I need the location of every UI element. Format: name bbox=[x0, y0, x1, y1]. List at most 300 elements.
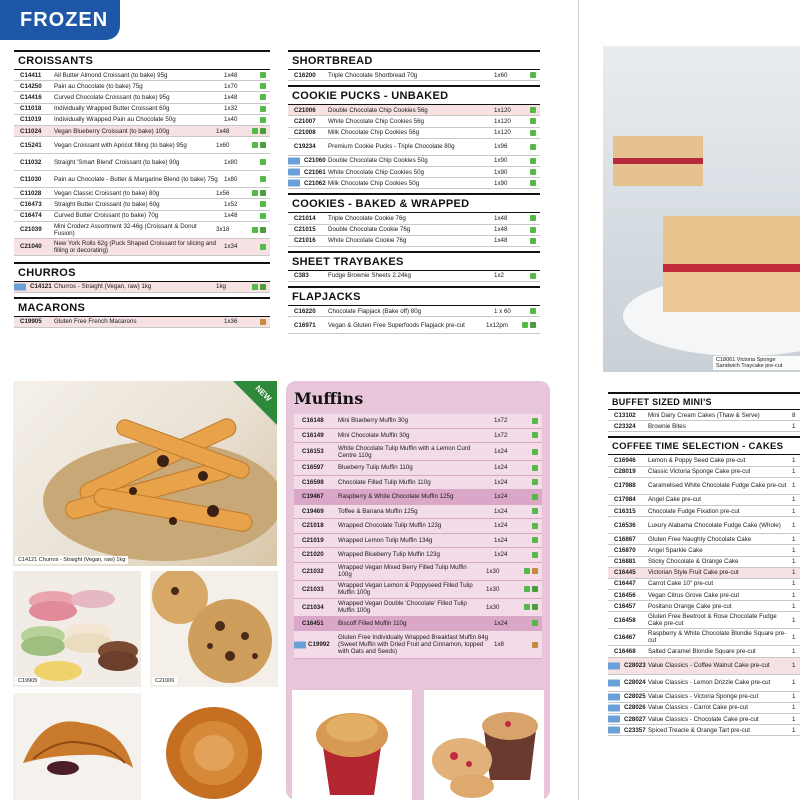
product-row bbox=[294, 599, 542, 617]
pack-size: 1x52 bbox=[224, 200, 238, 208]
dietary-icons bbox=[260, 176, 270, 182]
product-code-text: C11019 bbox=[20, 116, 42, 124]
product-row bbox=[294, 631, 542, 659]
pack-size: 1kg bbox=[216, 283, 226, 291]
vegetarian-icon bbox=[252, 128, 258, 134]
vegetarian-icon bbox=[530, 169, 536, 175]
dietary-icons bbox=[260, 83, 270, 89]
dietary-icons bbox=[524, 568, 542, 574]
product-code-text: C21032 bbox=[302, 567, 324, 575]
product-row bbox=[608, 534, 800, 545]
dietary-icons bbox=[530, 118, 540, 124]
pack-size: 1x34 bbox=[224, 243, 238, 251]
product-description: Value Classics - Lemon Drizzle Cake pre-cut bbox=[648, 679, 771, 687]
product-code bbox=[294, 641, 338, 648]
product-description: Fudge Brownie Sheets 2.24kg bbox=[328, 272, 411, 280]
product-code bbox=[288, 157, 328, 164]
pack-size: 1 bbox=[792, 693, 796, 701]
sheet-traybakes-heading: SHEET TRAYBAKES bbox=[288, 251, 540, 271]
product-description: Wrapped Vegan Lemon & Poppyseed Filled Tulip Muffin 100g bbox=[338, 582, 473, 596]
product-row bbox=[288, 116, 540, 127]
vegetarian-icon bbox=[532, 537, 538, 543]
product-row bbox=[288, 271, 540, 282]
product-code-text: C17988 bbox=[614, 482, 636, 490]
cookie-pucks-table bbox=[288, 105, 540, 189]
product-row bbox=[14, 222, 270, 239]
dietary-icons bbox=[530, 144, 540, 150]
product-code bbox=[608, 617, 648, 624]
cookie-pucks-heading: COOKIE PUCKS - UNBAKED bbox=[288, 85, 540, 105]
dietary-icons bbox=[522, 322, 540, 328]
pack-size: 1x24 bbox=[494, 536, 508, 544]
product-row bbox=[14, 211, 270, 222]
product-description: Curved Butter Croissant (to bake) 70g bbox=[54, 212, 159, 220]
product-code-text: C16597 bbox=[302, 464, 324, 472]
product-description: Victorian Style Fruit Cake pre-cut bbox=[648, 569, 739, 577]
pack-size: 1x30 bbox=[486, 603, 500, 611]
product-code-text: C16946 bbox=[614, 456, 636, 464]
vegetarian-icon bbox=[260, 83, 266, 89]
product-description: Triple Chocolate Cookie 76g bbox=[328, 214, 406, 222]
vegetarian-icon bbox=[532, 418, 538, 424]
product-description: Mini Dairy Cream Cakes (Thaw & Serve) bbox=[648, 411, 760, 419]
product-row bbox=[288, 70, 540, 81]
product-code-text: C383 bbox=[294, 272, 309, 280]
product-code-text: C21060 bbox=[304, 157, 326, 165]
product-description: Pain au Chocolate - Butter & Margarine Blend (to bake) 75g bbox=[54, 175, 218, 183]
dietary-icons bbox=[532, 465, 542, 471]
product-row bbox=[608, 579, 800, 590]
product-code-text: C14411 bbox=[20, 71, 42, 79]
vegetarian-icon bbox=[522, 322, 528, 328]
pack-size: 1x120 bbox=[494, 117, 511, 125]
pack-size: 1x96 bbox=[494, 143, 508, 151]
product-code-text: C21015 bbox=[294, 226, 316, 234]
coffee-time-table bbox=[608, 455, 800, 736]
product-code bbox=[14, 116, 54, 123]
product-code-text: C16457 bbox=[614, 602, 636, 610]
product-code-text: C16598 bbox=[302, 478, 324, 486]
churros-table bbox=[14, 282, 270, 293]
vegetarian-icon bbox=[530, 273, 536, 279]
pack-size: 1x30 bbox=[486, 567, 500, 575]
vegetarian-icon bbox=[252, 284, 258, 290]
product-code bbox=[14, 243, 54, 250]
new-product-icon bbox=[608, 716, 620, 723]
product-code bbox=[294, 586, 338, 593]
pack-size: 1x24 bbox=[494, 478, 508, 486]
product-row bbox=[288, 213, 540, 224]
vegan-icon bbox=[260, 190, 266, 196]
product-row bbox=[14, 188, 270, 199]
pack-size: 1 bbox=[792, 468, 796, 476]
product-code-text: C14250 bbox=[20, 82, 42, 90]
product-row bbox=[288, 236, 540, 247]
product-row bbox=[608, 506, 800, 517]
product-description: Biscoff Filled Muffin 110g bbox=[338, 619, 407, 627]
vegetarian-icon bbox=[252, 142, 258, 148]
product-row bbox=[608, 601, 800, 612]
left-column bbox=[14, 46, 270, 328]
product-description: Toffee & Banana Muffin 125g bbox=[338, 507, 418, 515]
buffet-minis-table bbox=[608, 410, 800, 432]
vegan-icon bbox=[260, 128, 266, 134]
cake-illustration bbox=[603, 46, 800, 372]
vegetarian-icon bbox=[532, 479, 538, 485]
croissant-photo bbox=[13, 693, 141, 800]
product-code bbox=[14, 105, 54, 112]
vegetarian-icon bbox=[524, 604, 530, 610]
pack-size: 1x90 bbox=[494, 179, 508, 187]
pack-size: 1 bbox=[792, 715, 796, 723]
product-description: Lemon & Poppy Seed Cake pre-cut bbox=[648, 456, 746, 464]
product-code bbox=[608, 468, 648, 475]
product-code bbox=[14, 212, 54, 219]
product-code bbox=[294, 551, 338, 558]
product-row bbox=[288, 105, 540, 116]
dietary-icons bbox=[260, 72, 270, 78]
macarons-illustration bbox=[13, 571, 141, 687]
dietary-icons bbox=[524, 604, 542, 610]
dietary-icons bbox=[530, 158, 540, 164]
dietary-icons bbox=[252, 284, 270, 290]
product-description: Mini Blueberry Muffin 30g bbox=[338, 417, 409, 425]
product-code bbox=[608, 603, 648, 610]
pack-size: 1x48 bbox=[494, 214, 508, 222]
product-description: White Chocolate Chip Cookies 56g bbox=[328, 117, 424, 125]
product-code bbox=[14, 190, 54, 197]
product-code bbox=[294, 448, 338, 455]
dietary-icons bbox=[260, 94, 270, 100]
product-code-text: C23324 bbox=[614, 422, 636, 430]
product-description: Triple Chocolate Shortbread 70g bbox=[328, 71, 418, 79]
right-column bbox=[608, 388, 800, 736]
product-code bbox=[294, 620, 338, 627]
product-description: Wrapped Vegan Mixed Berry Filled Tulip Muffin 100g bbox=[338, 564, 467, 578]
product-code bbox=[288, 129, 328, 136]
product-row bbox=[294, 443, 542, 461]
product-code-text: C19992 bbox=[308, 641, 330, 648]
product-code-text: C21014 bbox=[294, 214, 316, 222]
product-code bbox=[608, 592, 648, 599]
dietary-icons bbox=[260, 244, 270, 250]
pack-size: 1 bbox=[792, 482, 796, 490]
product-description: Value Classics - Carrot Cake pre-cut bbox=[648, 704, 748, 712]
page-divider bbox=[578, 0, 579, 800]
product-code bbox=[288, 72, 328, 79]
vegetarian-icon bbox=[260, 213, 266, 219]
dietary-icons bbox=[530, 130, 540, 136]
product-code-text: C21061 bbox=[304, 168, 326, 176]
product-code bbox=[288, 237, 328, 244]
product-code bbox=[608, 558, 648, 565]
product-description: Double Chocolate Cookie 76g bbox=[328, 226, 411, 234]
product-code-text: C21008 bbox=[294, 129, 316, 137]
pack-size: 1x24 bbox=[494, 507, 508, 515]
product-row bbox=[608, 557, 800, 568]
product-code bbox=[288, 226, 328, 233]
product-row bbox=[14, 104, 270, 115]
new-product-icon bbox=[608, 662, 620, 669]
product-code-text: C11018 bbox=[20, 105, 42, 113]
vegetarian-icon bbox=[260, 106, 266, 112]
product-code-text: C16881 bbox=[614, 558, 636, 566]
product-code-text: C14121 bbox=[30, 283, 52, 291]
muffin-photo-1 bbox=[292, 690, 412, 800]
gluten-free-icon bbox=[260, 319, 266, 325]
pack-size: 1x24 bbox=[494, 522, 508, 530]
dietary-icons bbox=[532, 523, 542, 529]
product-description: Value Classics - Coffee Walnut Cake pre-cut bbox=[648, 662, 770, 670]
product-code-text: C19905 bbox=[20, 318, 42, 326]
pack-size: 1 bbox=[792, 580, 796, 588]
croissants-heading: CROISSANTS bbox=[14, 50, 270, 70]
product-code bbox=[14, 283, 54, 290]
product-row bbox=[294, 581, 542, 599]
pack-size: 1x60 bbox=[494, 71, 508, 79]
product-description: Milk Chocolate Chip Cookies 50g bbox=[328, 179, 420, 187]
product-description: Mini Croderz Assortment 32-46g (Croissant & Donut Fusion) bbox=[54, 222, 197, 237]
dietary-icons bbox=[532, 449, 542, 455]
product-code bbox=[288, 308, 328, 315]
product-row bbox=[14, 70, 270, 81]
product-code-text: C21016 bbox=[294, 237, 316, 245]
product-code bbox=[608, 693, 648, 700]
product-description: White Chocolate Cookie 76g bbox=[328, 237, 407, 245]
vegetarian-icon bbox=[532, 449, 538, 455]
product-code-text: C11028 bbox=[20, 189, 42, 197]
product-description: New York Rolls 62g (Puck Shaped Croissant for slicing and filling or decorating) bbox=[54, 239, 216, 254]
muffins-panel bbox=[286, 381, 550, 800]
middle-column bbox=[288, 46, 540, 334]
product-row bbox=[14, 317, 270, 328]
product-description: White Chocolate Tulip Muffin with a Lemon Curd Centre 110g bbox=[338, 444, 471, 459]
vegan-icon bbox=[260, 227, 266, 233]
product-code bbox=[608, 522, 648, 529]
vegan-icon bbox=[260, 142, 266, 148]
product-row bbox=[294, 548, 542, 563]
dietary-icons bbox=[532, 537, 542, 543]
product-description: Gluten Free French Macarons bbox=[54, 318, 137, 326]
product-code bbox=[608, 727, 648, 734]
pack-size: 1 bbox=[792, 726, 796, 734]
product-description: Individually Wrapped Pain au Chocolate 50g bbox=[54, 116, 176, 124]
vegetarian-icon bbox=[532, 508, 538, 514]
product-row bbox=[608, 714, 800, 725]
cookies-photo bbox=[150, 571, 278, 687]
product-description: Luxury Alabama Chocolate Fudge Cake (Whole) bbox=[648, 521, 781, 529]
product-row bbox=[288, 317, 540, 334]
product-row bbox=[608, 545, 800, 556]
pack-size: 1 bbox=[792, 602, 796, 610]
croissants-table bbox=[14, 70, 270, 256]
vegetarian-icon bbox=[260, 244, 266, 250]
vegetarian-icon bbox=[260, 201, 266, 207]
product-code bbox=[294, 508, 338, 515]
product-description: White Chocolate Chip Cookies 50g bbox=[328, 168, 424, 176]
pack-size: 1x72 bbox=[494, 431, 508, 439]
pack-size: 1 bbox=[792, 662, 796, 670]
new-product-icon bbox=[14, 283, 26, 290]
victoria-sponge-photo bbox=[603, 46, 800, 372]
product-description: Vegan Blueberry Croissant (to bake) 100g bbox=[54, 127, 170, 135]
new-product-icon bbox=[288, 157, 300, 164]
product-row bbox=[14, 92, 270, 103]
vegetarian-icon bbox=[532, 523, 538, 529]
product-description: Spiced Treacle & Orange Tart pre-cut bbox=[648, 726, 751, 734]
product-code bbox=[608, 662, 648, 669]
product-row bbox=[294, 490, 542, 505]
product-row bbox=[14, 282, 270, 293]
product-row bbox=[14, 126, 270, 137]
vegan-icon bbox=[530, 322, 536, 328]
pack-size: 1 bbox=[792, 535, 796, 543]
dietary-icons bbox=[252, 128, 270, 134]
product-description: Caramelised White Chocolate Fudge Cake pre-cut bbox=[648, 482, 787, 490]
product-row bbox=[14, 137, 270, 154]
product-description: Double Chocolate Chip Cookies 56g bbox=[328, 106, 428, 114]
dietary-icons bbox=[532, 432, 542, 438]
product-code-text: C28024 bbox=[624, 679, 646, 687]
product-code-text: C11032 bbox=[20, 158, 42, 166]
product-code-text: C16474 bbox=[20, 212, 42, 220]
vegetarian-icon bbox=[252, 190, 258, 196]
product-code bbox=[608, 716, 648, 723]
product-code bbox=[294, 493, 338, 500]
product-code-text: C21018 bbox=[302, 522, 324, 530]
product-description: Raspberry & White Chocolate Muffin 125g bbox=[338, 493, 454, 501]
product-row bbox=[294, 563, 542, 581]
product-code-text: C16220 bbox=[294, 307, 316, 315]
product-description: Salted Caramel Blondie Square pre-cut bbox=[648, 648, 756, 656]
product-code-text: C16149 bbox=[302, 431, 324, 439]
pack-size: 1x32 bbox=[224, 105, 238, 113]
product-code-text: C16473 bbox=[20, 200, 42, 208]
product-code-text: C16971 bbox=[294, 321, 316, 329]
churros-photo bbox=[13, 381, 277, 566]
product-code bbox=[14, 226, 54, 233]
pack-size: 1 bbox=[792, 558, 796, 566]
product-code bbox=[608, 496, 648, 503]
product-description: All Butter Almond Croissant (to bake) 95g bbox=[54, 71, 168, 79]
croissant-illustration bbox=[13, 693, 141, 800]
product-description: Vegan Croissant with Apricot filling (to bake) 95g bbox=[54, 141, 187, 149]
product-description: Milk Chocolate Chip Cookies 56g bbox=[328, 129, 420, 137]
vegetarian-icon bbox=[530, 238, 536, 244]
product-description: Gluten Free Naughty Chocolate Cake bbox=[648, 535, 752, 543]
gluten-free-icon bbox=[532, 642, 538, 648]
new-product-icon bbox=[608, 693, 620, 700]
churros-heading: CHURROS bbox=[14, 262, 270, 282]
pack-size: 1x24 bbox=[494, 551, 508, 559]
dietary-icons bbox=[532, 642, 542, 648]
product-description: Sticky Chocolate & Orange Cake bbox=[648, 558, 739, 566]
product-code bbox=[288, 118, 328, 125]
pastry-illustration bbox=[150, 693, 278, 800]
vegan-icon bbox=[532, 586, 538, 592]
pack-size: 1x24 bbox=[494, 448, 508, 455]
pack-size: 1x48 bbox=[224, 93, 238, 101]
pack-size: 1x72 bbox=[494, 417, 508, 425]
dietary-icons bbox=[530, 180, 540, 186]
product-row bbox=[294, 534, 542, 549]
product-description: Double Chocolate Chip Cookies 50g bbox=[328, 157, 428, 165]
vegetarian-icon bbox=[532, 620, 538, 626]
pack-size: 1x70 bbox=[224, 82, 238, 90]
product-code-text: C16200 bbox=[294, 71, 316, 79]
muffins-table bbox=[294, 414, 542, 659]
product-code-text: C19469 bbox=[302, 507, 324, 515]
product-code-text: C21033 bbox=[302, 585, 324, 593]
coffee-time-heading: COFFEE TIME SELECTION - CAKES bbox=[608, 436, 800, 455]
product-row bbox=[294, 519, 542, 534]
vegan-icon bbox=[260, 284, 266, 290]
vegetarian-icon bbox=[530, 130, 536, 136]
product-row bbox=[608, 675, 800, 692]
product-row bbox=[608, 495, 800, 506]
product-code-text: C21019 bbox=[302, 536, 324, 544]
product-description: Classic Victoria Sponge Cake pre-cut bbox=[648, 468, 751, 476]
product-code bbox=[288, 215, 328, 222]
product-description: Raspberry & White Chocolate Blondie Square pre-cut bbox=[648, 630, 787, 645]
pack-size: 1 bbox=[792, 456, 796, 464]
product-code bbox=[14, 94, 54, 101]
product-code-text: C16447 bbox=[614, 580, 636, 588]
product-code-text: C28026 bbox=[624, 704, 646, 712]
vegetarian-icon bbox=[532, 494, 538, 500]
product-row bbox=[14, 115, 270, 126]
product-row bbox=[608, 629, 800, 646]
dietary-icons bbox=[260, 201, 270, 207]
product-code-text: C13102 bbox=[614, 411, 636, 419]
product-row bbox=[288, 167, 540, 178]
shortbread-heading: SHORTBREAD bbox=[288, 50, 540, 70]
product-code-text: C16467 bbox=[614, 633, 636, 641]
product-code bbox=[14, 83, 54, 90]
dietary-icons bbox=[532, 479, 542, 485]
product-row bbox=[608, 658, 800, 675]
pack-size: 1x30 bbox=[486, 585, 500, 593]
vegetarian-icon bbox=[530, 158, 536, 164]
product-description: Churros - Straight (Vegan, raw) 1kg bbox=[54, 283, 152, 291]
product-code bbox=[294, 568, 338, 575]
new-product-icon bbox=[608, 679, 620, 686]
pack-size: 3x18 bbox=[216, 226, 230, 234]
new-product-icon bbox=[608, 704, 620, 711]
pack-size: 1 bbox=[792, 633, 796, 641]
product-code bbox=[294, 417, 338, 424]
muffin-photo-2 bbox=[424, 690, 544, 800]
product-code bbox=[608, 580, 648, 587]
vegetarian-icon bbox=[532, 432, 538, 438]
dietary-icons bbox=[260, 213, 270, 219]
product-code bbox=[294, 604, 338, 611]
product-description: Mini Chocolate Muffin 30g bbox=[338, 431, 410, 439]
pack-size: 1x48 bbox=[224, 71, 238, 79]
dietary-icons bbox=[532, 418, 542, 424]
product-code-text: C21040 bbox=[20, 243, 42, 251]
product-code-text: C21034 bbox=[302, 603, 324, 611]
pack-size: 1 bbox=[792, 496, 796, 504]
pack-size: 1 x 60 bbox=[494, 307, 511, 315]
product-code bbox=[294, 537, 338, 544]
pack-size: 1x60 bbox=[216, 141, 230, 149]
pack-size: 1 bbox=[792, 591, 796, 599]
cookies-baked-heading: COOKIES - BAKED & WRAPPED bbox=[288, 193, 540, 213]
dietary-icons bbox=[530, 227, 540, 233]
product-description: Vegan & Gluten Free Superfoods Flapjack pre-cut bbox=[328, 321, 465, 329]
product-code-text: C28023 bbox=[624, 662, 646, 670]
